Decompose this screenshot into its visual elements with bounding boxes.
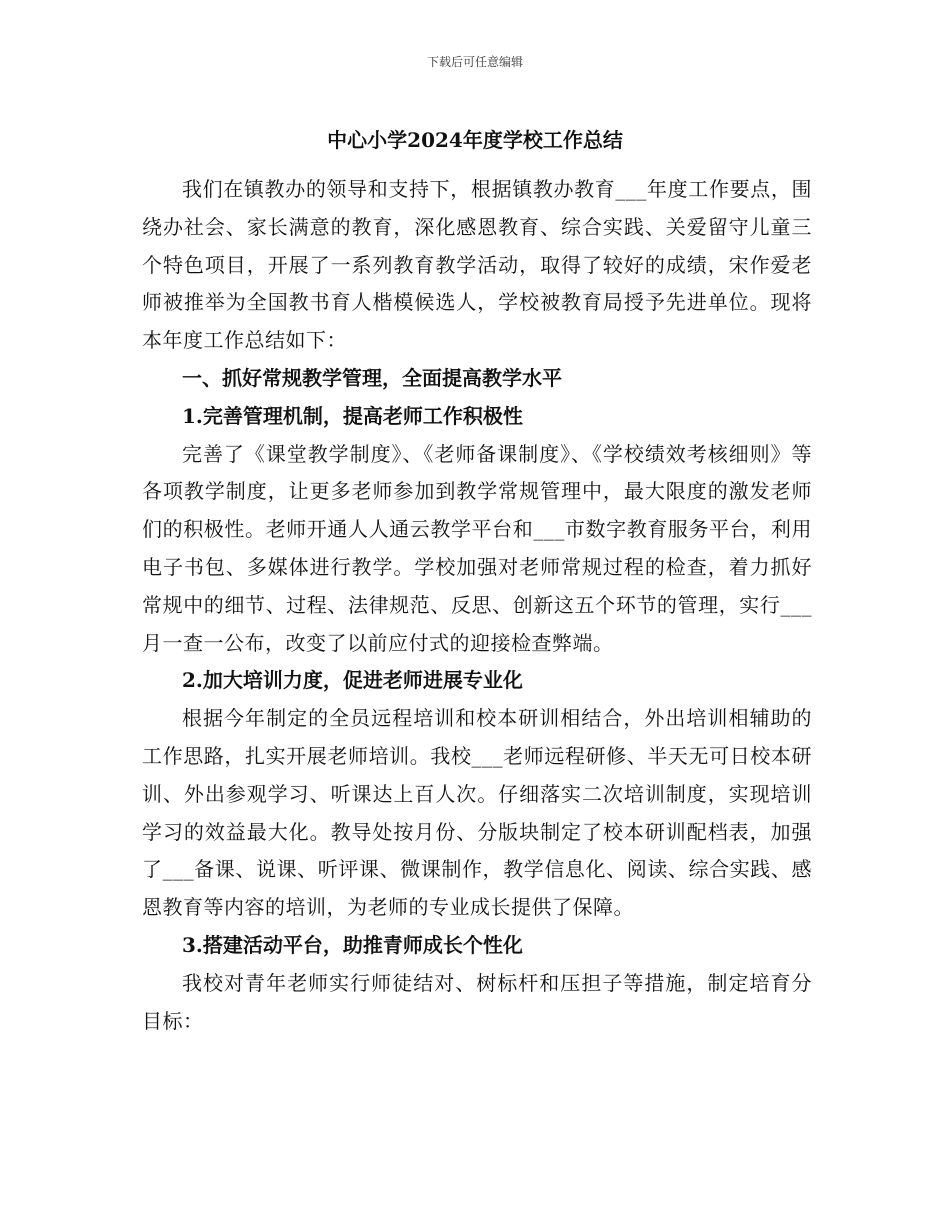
subsection-1-heading: 1.完善管理机制，提高老师工作积极性 <box>182 403 523 428</box>
subsection-2-heading: 2.加大培训力度，促进老师进展专业化 <box>182 668 523 693</box>
subsection-1-paragraph: 完善了《课堂教学制度》、《老师备课制度》、《学校绩效考核细则》等各项教学制度，让更多老师参加到教学常规管理中，最大限度的激发老师们的积极性。老师开通人人通云教学平台和___市数字教育服务平台，利用电子书包、多媒体进行教学。学校加强对老师常规过程的检查，着力抓好常规中的细节、过程、法律规范、反思、创新这五个环节的管理，实行___月一查一公布，改变了以前应付式的迎接检查弊端。 <box>142 441 812 655</box>
document-body <box>142 171 812 1040</box>
page-header-note: 下载后可任意编辑 <box>426 55 523 69</box>
subsection-3-paragraph: 我校对青年老师实行师徒结对、树标杆和压担子等措施，制定培育分目标： <box>142 970 812 1033</box>
document-title: 中心小学2024年度学校工作总结 <box>327 128 623 152</box>
subsection-2-paragraph: 根据今年制定的全员远程培训和校本研训相结合，外出培训相辅助的工作思路，扎实开展老师培训。我校___老师远程研修、半天无可日校本研训、外出参观学习、听课达上百人次。仔细落实二次培训制度，实现培训学习的效益最大化。教导处按月份、分版块制定了校本研训配档表，加强了___备课、说课、听评课、微课制作，教学信息化、阅读、综合实践、感恩教育等内容的培训，为老师的专业成长提供了保障。 <box>142 706 812 920</box>
subsection-3-heading: 3.搭建活动平台，助推青师成长个性化 <box>182 932 523 957</box>
intro-paragraph: 我们在镇教办的领导和支持下，根据镇教办教育___年度工作要点，围绕办社会、家长满意的教育，深化感恩教育、综合实践、关爱留守儿童三个特色项目，开展了一系列教育教学活动，取得了较好的成绩，宋作爱老师被推举为全国教书育人楷模候选人，学校被教育局授予先进单位。现将本年度工作总结如下： <box>142 177 812 353</box>
section-1-heading: 一、抓好常规教学管理，全面提高教学水平 <box>182 365 562 390</box>
